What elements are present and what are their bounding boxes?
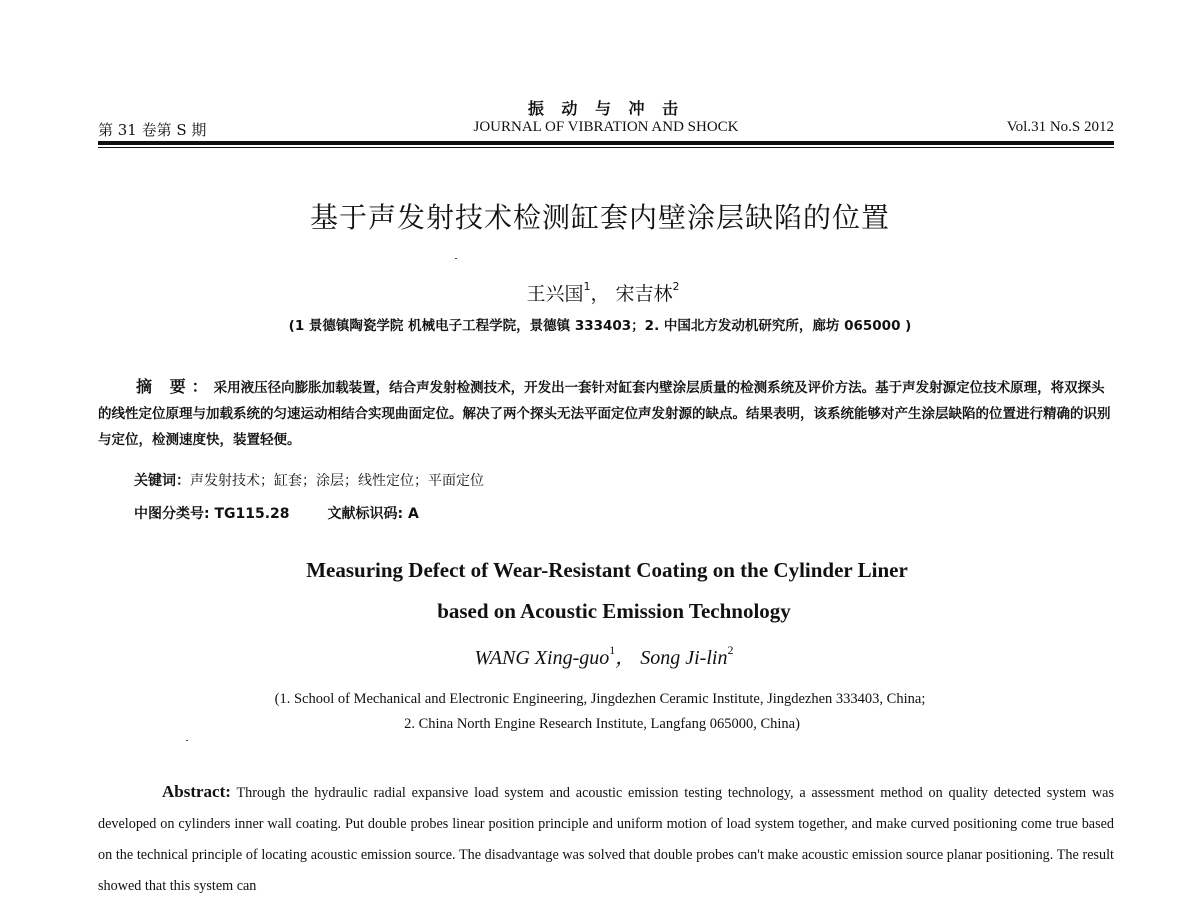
abstract-en	[98, 776, 1114, 902]
affiliation-cn: (1 景德镇陶瓷学院 机械电子工程学院，景德镇 333403；2. 中国北方发动机研究所，廊坊 065000 )	[288, 318, 912, 334]
paper-title-en-line2: based on Acoustic Emission Technology	[437, 599, 791, 623]
affiliation-en-1: (1. School of Mechanical and Electronic Engineering, Jingdezhen Ceramic Institute, Jingdezhen 333403, China;	[274, 691, 926, 707]
document-code: 文献标识码: A	[327, 506, 419, 522]
author-affil-marker: 2	[672, 280, 680, 293]
header-rule-thick	[98, 141, 1114, 145]
header-rule-thin	[98, 147, 1114, 148]
affiliation-en-2: 2. China North Engine Research Institute, Langfang 065000, China)	[404, 716, 800, 732]
classification-cn	[134, 503, 419, 523]
author-name-en: Song Ji-lin	[640, 647, 728, 669]
keywords-text-cn: 声发射技术；缸套；涂层；线性定位；平面定位	[190, 473, 484, 489]
author-name: 王兴国	[526, 283, 584, 305]
abstract-label-cn: 摘 要：	[136, 377, 214, 396]
author-name: 宋吉林	[615, 283, 673, 305]
keywords-cn	[134, 470, 484, 490]
author-affil-marker: 1	[583, 280, 591, 293]
abstract-text-en: Through the hydraulic radial expansive load system and acoustic emission testing technology, a assessment method on quality detected system was developed on cylinders inner wall coating. Put double probes linear position principle and uniform motion of load system together, and make curved positioning come true based on the technical principle of locating acoustic emission source. The disadvantage was solved that double probes can't make acoustic emission source planar positioning. The result showed that this system can	[98, 785, 1114, 894]
abstract-label-en: Abstract:	[162, 782, 231, 801]
journal-title-cn: 振 动 与 冲 击	[527, 99, 685, 118]
journal-title-en: JOURNAL OF VIBRATION AND SHOCK	[473, 119, 739, 135]
abstract-text-cn: 采用液压径向膨胀加载装置，结合声发射检测技术，开发出一套针对缸套内壁涂层质量的检测系统及评价方法。基于声发射源定位技术原理，将双探头的线性定位原理与加载系统的匀速运动相结合实现曲面定位。解决了两个探头无法平面定位声发射源的缺点。结果表明，该系统能够对产生涂层缺陷的位置进行精确的识别与定位，检测速度快，装置轻便。	[98, 380, 1111, 448]
authors-cn: 王兴国$^1$， 宋吉林$^2$	[526, 280, 680, 305]
issue-label-cn: 第 31 卷第 S 期	[98, 121, 207, 139]
author-affil-marker: 2	[727, 643, 734, 657]
journal-header	[98, 96, 1114, 152]
paper-title-en-line1: Measuring Defect of Wear-Resistant Coating on the Cylinder Liner	[306, 558, 908, 582]
scan-speck	[186, 740, 188, 741]
keywords-label-cn: 关键词：	[134, 473, 190, 489]
author-name-en: WANG Xing-guo	[474, 647, 610, 669]
abstract-cn	[98, 374, 1114, 453]
clc-number: 中图分类号: TG115.28	[134, 506, 290, 522]
author-affil-marker: 1	[609, 643, 616, 657]
scan-speck	[455, 258, 457, 259]
authors-en: WANG Xing-guo$^1$， Song Ji-lin$^2$	[474, 643, 734, 669]
volume-label: Vol.31 No.S 2012	[1006, 119, 1114, 135]
paper-title-cn: 基于声发射技术检测缸套内壁涂层缺陷的位置	[309, 201, 890, 234]
